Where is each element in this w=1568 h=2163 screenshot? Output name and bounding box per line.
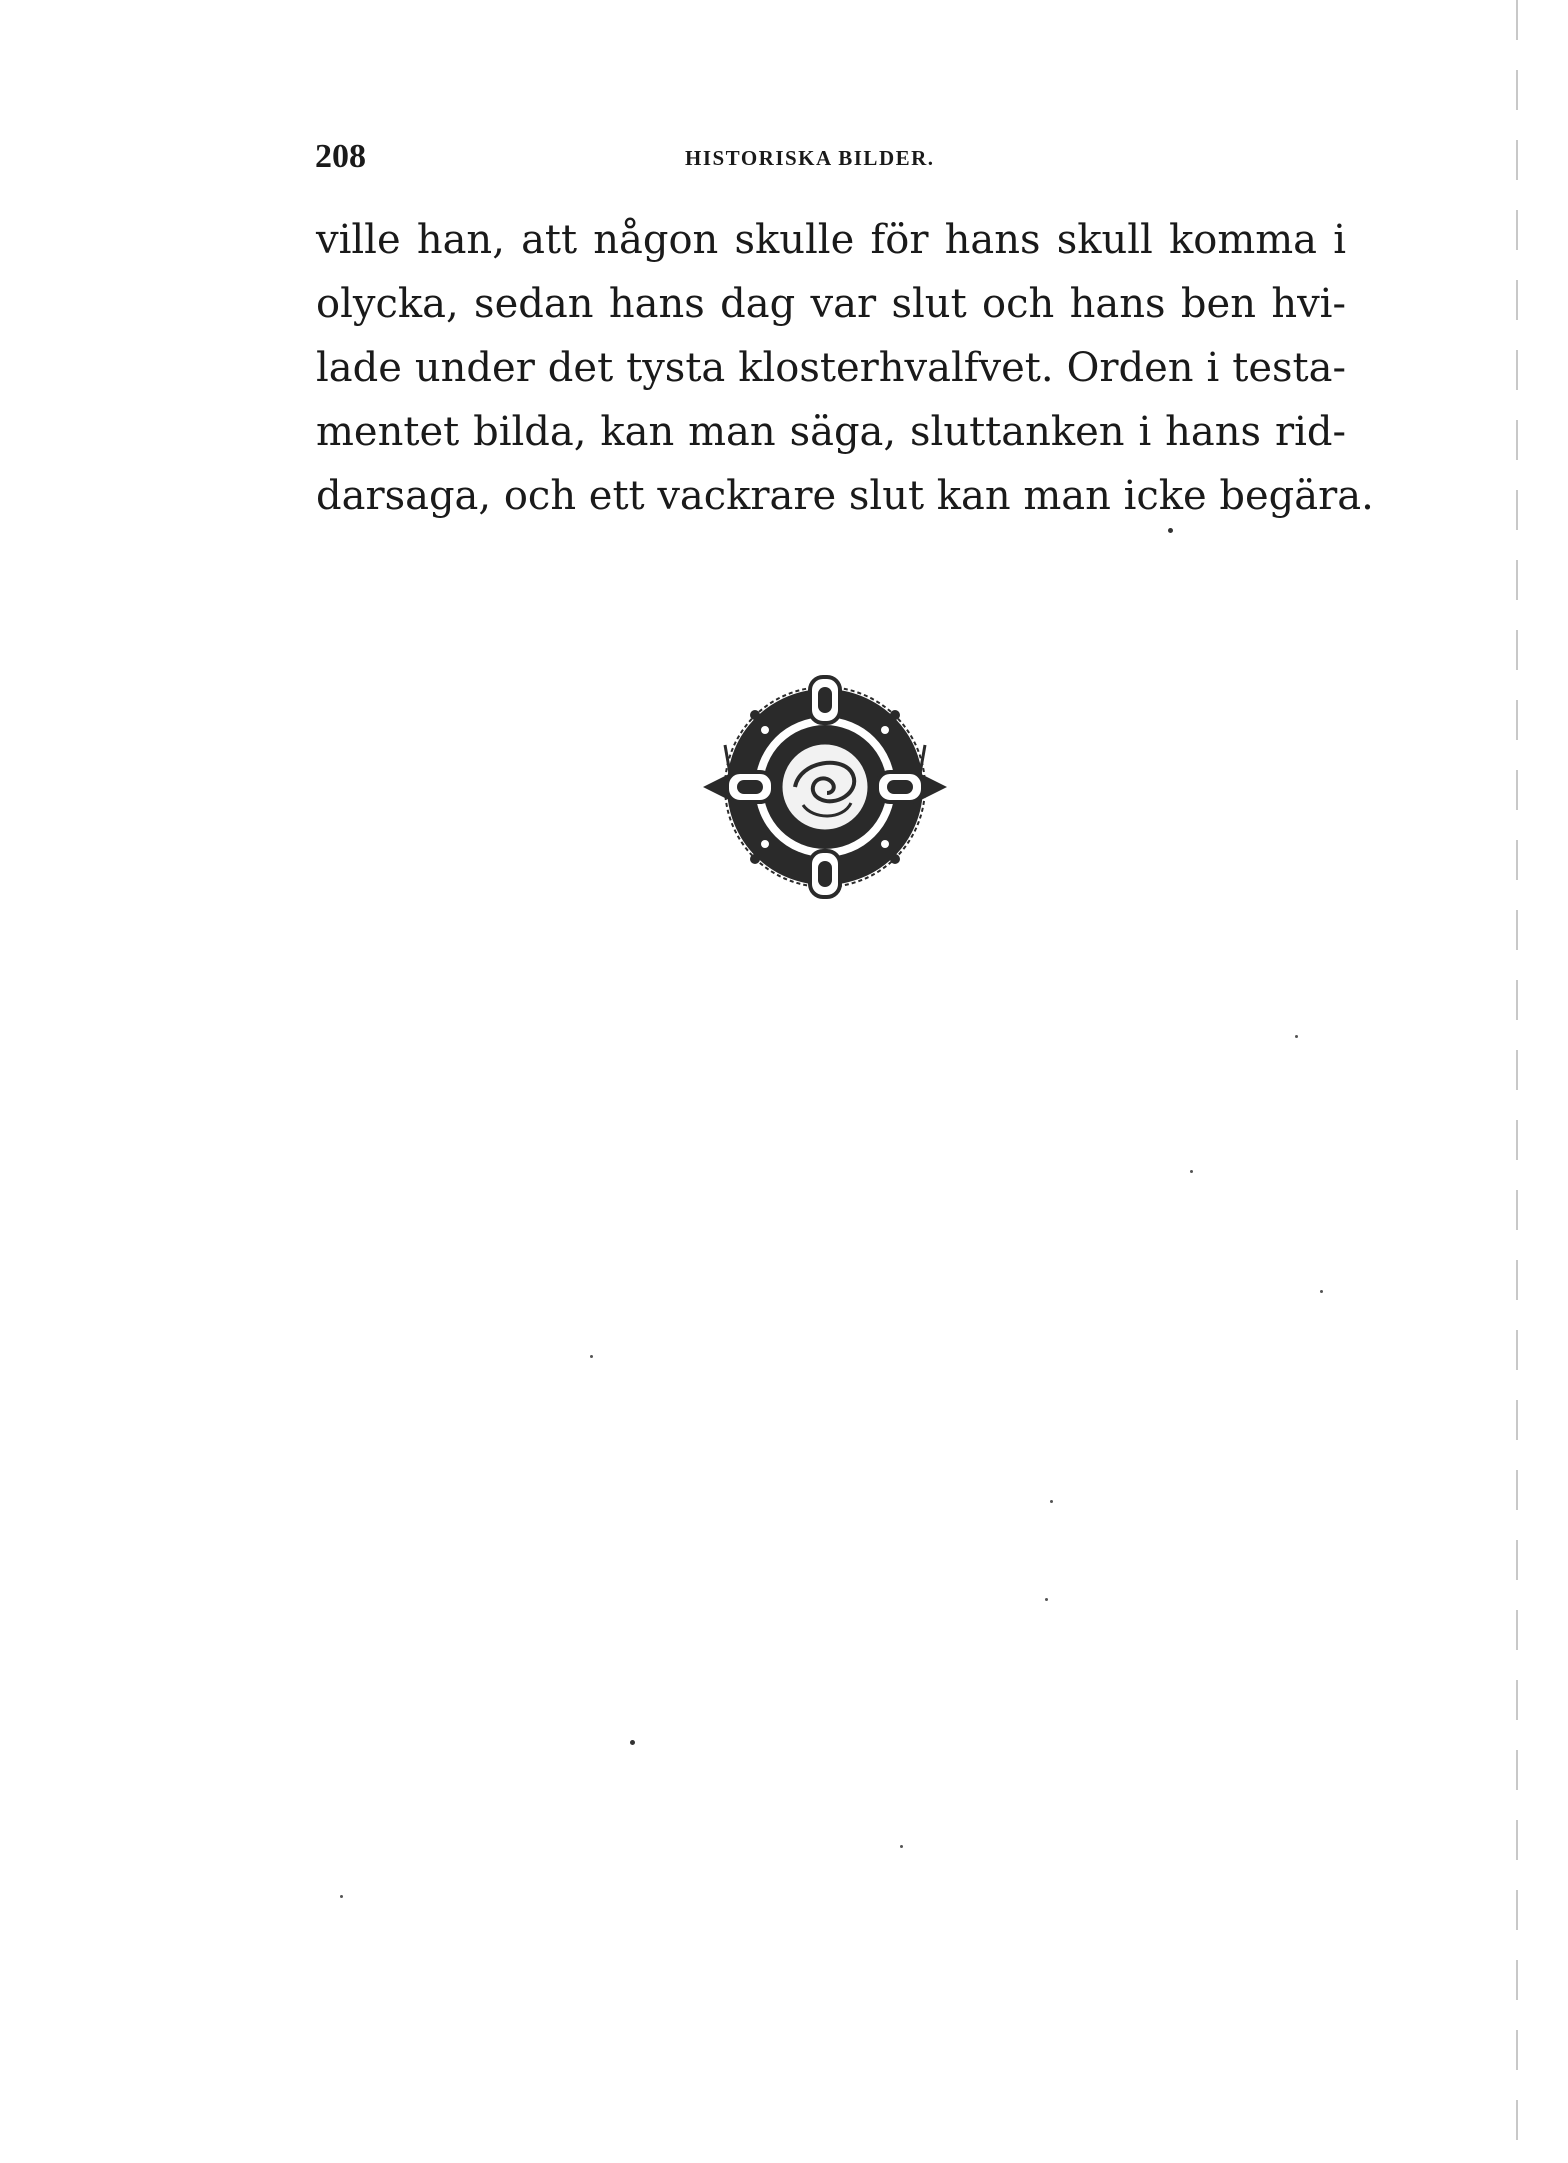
scan-speck: [900, 1845, 903, 1848]
text-line-4: mentet bilda, kan man säga, sluttanken i hans rid-: [316, 409, 1346, 455]
body-paragraph: [316, 208, 1374, 528]
scan-speck: [1168, 528, 1173, 533]
scan-speck: [1190, 1170, 1193, 1173]
page-edge-rule: [1516, 0, 1518, 2163]
running-title: HISTORISKA BILDER.: [685, 146, 935, 170]
scan-speck: [1045, 1598, 1048, 1601]
scan-speck: [1320, 1290, 1323, 1293]
chain-roundel-ornament-icon: [695, 675, 955, 905]
text-line-1: ville han, att någon skulle för hans skull komma i: [316, 217, 1346, 263]
running-head: [315, 138, 1340, 178]
text-line-2: olycka, sedan hans dag var slut och hans ben hvi-: [316, 281, 1346, 327]
scan-speck: [1050, 1500, 1053, 1503]
scan-speck: [630, 1740, 635, 1745]
text-line-5: darsaga, och ett vackrare slut kan man icke begära.: [316, 473, 1374, 519]
scan-speck: [590, 1355, 593, 1358]
page-number: 208: [315, 138, 366, 175]
scan-speck: [1295, 1035, 1298, 1038]
scan-speck: [340, 1895, 343, 1898]
text-line-3: lade under det tysta klosterhvalfvet. Orden i testa-: [316, 345, 1346, 391]
